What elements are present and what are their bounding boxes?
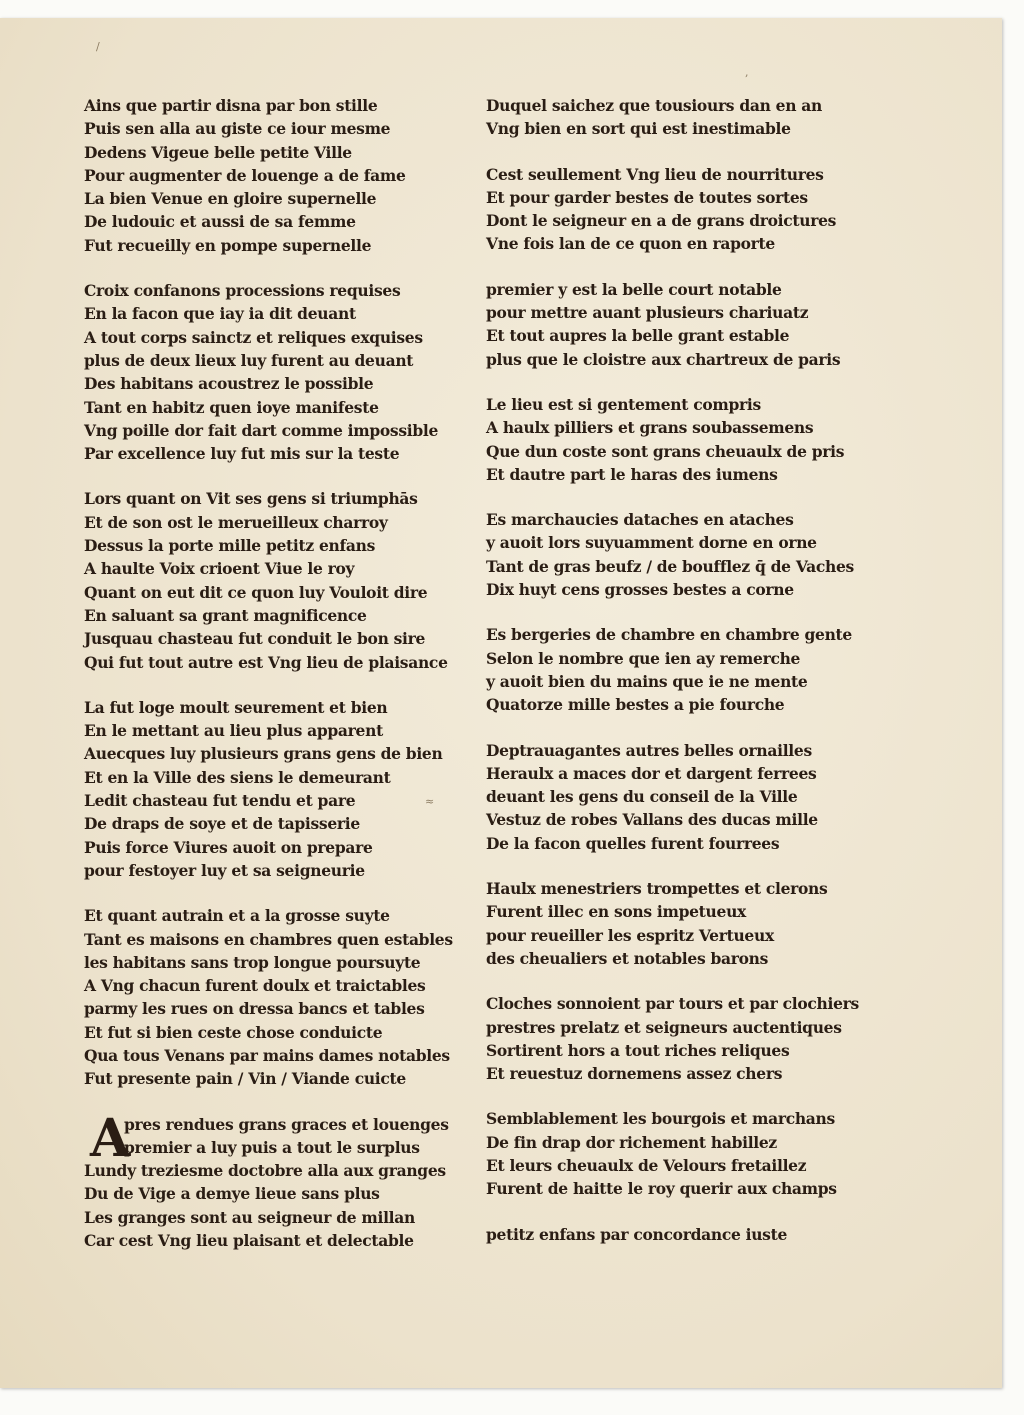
verse-line: Selon le nombre que ien ay remerche [486,648,801,668]
verse-line: La bien Venue en gloire supernelle [84,189,377,209]
verse-line: En saluant sa grant magnificence [84,605,367,625]
verse-line: parmy les rues on dressa bancs et tables [84,999,425,1019]
stanza [84,487,474,673]
verse-line: Tant en habitz quen ioye manifeste [84,397,379,417]
verse-line: Les granges sont au seigneur de millan [84,1207,415,1227]
verse-line: premier a luy puis a tout le surplus [124,1137,420,1157]
verse-line: Le lieu est si gentement compris [486,394,761,414]
verse-line: Et pour garder bestes de toutes sortes [486,187,808,207]
verse-line: Et fut si bien ceste chose conduicte [84,1022,383,1042]
verse-line: Et de son ost le merueilleux charroy [84,512,388,532]
verse-line: Et quant autrain et a la grosse suyte [84,906,390,926]
verse-line: Vestuz de robes Vallans des ducas mille [486,810,818,830]
verse-line: pres rendues grans graces et louenges [124,1114,449,1134]
verse-line: Et leurs cheuaulx de Velours fretaillez [486,1155,807,1175]
stanza [84,94,474,257]
verse-line: Es marchaucies dataches en ataches [486,510,794,530]
margin-mark: , [745,66,749,79]
verse-line: Haulx menestriers trompettes et clerons [486,879,828,899]
verse-line: Et dautre part le haras des iumens [486,464,778,484]
verse-line: pour mettre auant plusieurs chariuatz [486,303,809,323]
verse-line: Dessus la porte mille petitz enfans [84,536,376,556]
stanza [486,1107,876,1200]
verse-line: Duquel saichez que tousiours dan en an [486,96,823,115]
verse-line: En la facon que iay ia dit deuant [84,304,356,324]
verse-line: Es bergeries de chambre en chambre gente [486,625,852,645]
verse-line: Fut presente pain / Vin / Viande cuicte [84,1069,406,1089]
verse-line: Dix huyt cens grosses bestes a corne [486,580,794,600]
stanza [486,1223,876,1246]
verse-line: Cest seullement Vng lieu de nourritures [486,164,824,184]
verse-line: Furent illec en sons impetueux [486,902,746,922]
verse-line: Jusquau chasteau fut conduit le bon sire [84,629,426,649]
verse-line: De fin drap dor richement habillez [486,1132,777,1152]
stanza [486,508,876,601]
stanza [486,992,876,1085]
stanza [84,1107,474,1253]
verse-line: Puis force Viures auoit on prepare [84,837,373,857]
verse-line: Quatorze mille bestes a pie fourche [486,695,785,715]
stanza [486,163,876,256]
verse-line: y auoit lors suyuamment dorne en orne [486,533,817,553]
verse-line: Croix confanons processions requises [84,281,401,301]
verse-line: Quant on eut dit ce quon luy Vouloit dire [84,582,428,602]
verse-line: Lors quant on Vit ses gens si triumphās [84,489,418,509]
verse-line: Fut recueilly en pompe supernelle [84,235,372,255]
verse-line: petitz enfans par concordance iuste [486,1224,788,1244]
verse-line: deuant les gens du conseil de la Ville [486,787,798,807]
verse-line: Car cest Vng lieu plaisant et delectable [84,1231,414,1251]
stanza [84,696,474,882]
ink-blot: ≈ [425,795,435,808]
verse-line: Puis sen alla au giste ce iour mesme [84,119,391,139]
verse-line: Pour augmenter de louenge a de fame [84,165,406,185]
verse-line: des cheualiers et notables barons [486,948,769,968]
stanza [486,877,876,970]
verse-line: Et reuestuz dornemens assez chers [486,1064,783,1084]
verse-line: Heraulx a maces dor et dargent ferrees [486,763,817,783]
verse-line: Ledit chasteau fut tendu et pare [84,791,356,811]
verse-line: En le mettant au lieu plus apparent [84,721,383,741]
verse-line: A tout corps sainctz et reliques exquises [84,327,423,347]
stanza [486,278,876,371]
right-column [486,94,876,1268]
verse-line: Et en la Ville des siens le demeurant [84,767,391,787]
verse-line: pour festoyer luy et sa seigneurie [84,860,365,880]
stanza [486,623,876,716]
verse-line: Vng poille dor fait dart comme impossible [84,420,439,440]
verse-line: De la facon quelles furent fourrees [486,833,780,853]
verse-line: Tant es maisons en chambres quen estables [84,929,453,949]
stanza [84,279,474,465]
verse-line: Des habitans acoustrez le possible [84,374,374,394]
verse-line: A Vng chacun furent doulx et traictables [84,976,426,996]
verse-line: De draps de soye et de tapisserie [84,814,360,834]
verse-line: Tant de gras beufz / de boufflez q̄ de Vaches [486,556,854,576]
margin-mark: / [96,40,100,53]
verse-line: Deptrauagantes autres belles ornailles [486,740,812,760]
verse-line: Dont le seigneur en a de grans droictures [486,211,837,231]
stanza [84,904,474,1090]
verse-line: premier y est la belle court notable [486,279,782,299]
verse-line: Sortirent hors a tout riches reliques [486,1040,790,1060]
verse-line: pour reueiller les espritz Vertueux [486,925,774,945]
verse-line: Auecques luy plusieurs grans gens de bien [84,744,443,764]
verse-line: Qui fut tout autre est Vng lieu de plaisance [84,652,448,672]
verse-line: Qua tous Venans par mains dames notables [84,1045,450,1065]
verse-line: Vng bien en sort qui est inestimable [486,119,791,139]
verse-line: Semblablement les bourgois et marchans [486,1109,835,1129]
verse-line: plus que le cloistre aux chartreux de paris [486,349,841,369]
stanza [486,393,876,486]
verse-line: Vne fois lan de ce quon en raporte [486,234,775,254]
verse-line: prestres prelatz et seigneurs auctentiques [486,1017,842,1037]
verse-line: y auoit bien du mains que ie ne mente [486,671,808,691]
verse-line: les habitans sans trop longue poursuyte [84,952,421,972]
verse-line: Lundy treziesme doctobre alla aux granges [84,1161,446,1181]
verse-line: De ludouic et aussi de sa femme [84,212,356,232]
verse-line: Par excellence luy fut mis sur la teste [84,444,400,464]
stanza [486,739,876,855]
drop-cap-initial: A [90,1107,131,1169]
verse-line: Ains que partir disna par bon stille [84,96,378,115]
left-column [84,94,474,1274]
verse-line: Que dun coste sont grans cheuaulx de pris [486,441,845,461]
verse-line: La fut loge moult seurement et bien [84,697,388,717]
verse-line: A haulx pilliers et grans soubassemens [486,418,814,438]
stanza [486,94,876,141]
verse-line: plus de deux lieux luy furent au deuant [84,350,414,370]
verse-line: Et tout aupres la belle grant estable [486,326,790,346]
verse-line: Furent de haitte le roy querir aux champs [486,1179,837,1199]
verse-line: Cloches sonnoient par tours et par clochiers [486,994,859,1014]
verse-line: A haulte Voix crioent Viue le roy [84,559,355,579]
verse-line: Du de Vige a demye lieue sans plus [84,1184,380,1204]
verse-line: Dedens Vigeue belle petite Ville [84,142,352,162]
